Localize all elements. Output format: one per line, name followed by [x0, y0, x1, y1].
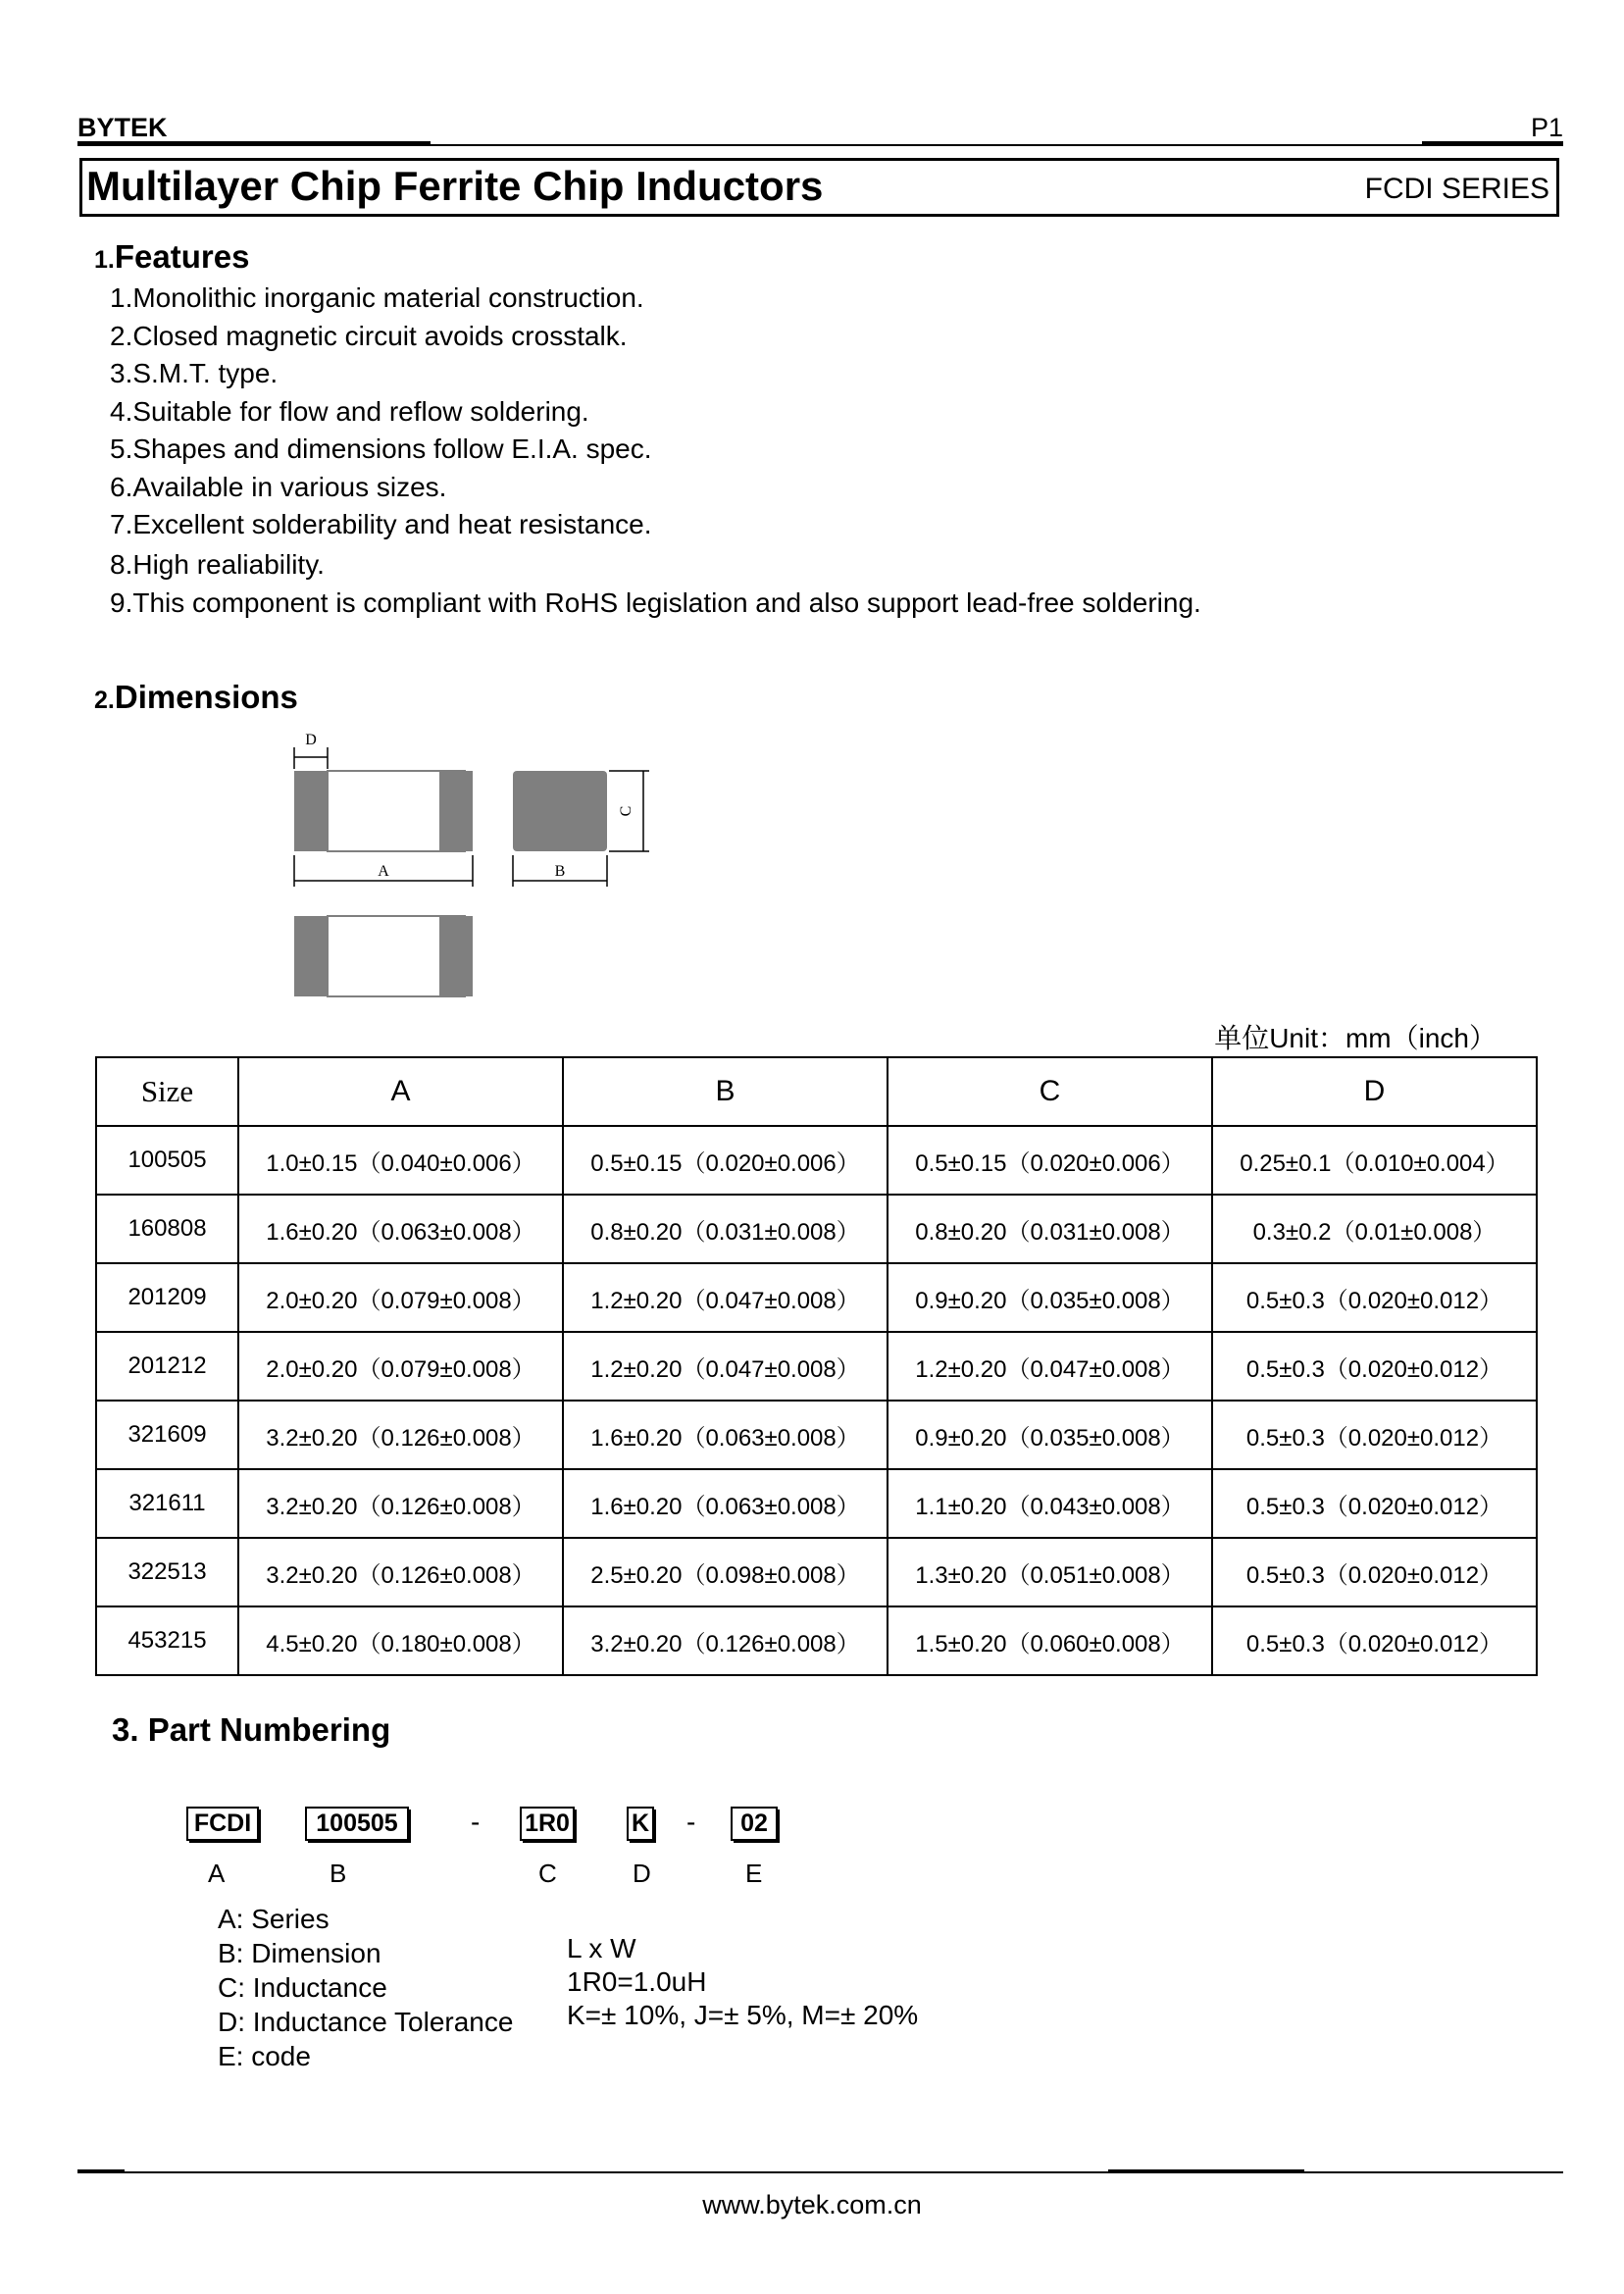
feature-item: 3.S.M.T. type.	[110, 358, 279, 388]
size-cell: 453215	[96, 1606, 238, 1675]
part-code-inductance-box: 1R0	[520, 1807, 575, 1841]
document-title: Multilayer Chip Ferrite Chip Inductors	[86, 163, 824, 209]
table-cell: 2.0±0.20（0.079±0.008）	[238, 1332, 563, 1401]
table-cell: 0.8±0.20（0.031±0.008）	[888, 1195, 1212, 1263]
chip-bottom-view	[294, 916, 473, 996]
size-cell: 201212	[96, 1332, 238, 1401]
table-row	[96, 1263, 1537, 1332]
table-cell: 1.6±0.20（0.063±0.008）	[238, 1195, 563, 1263]
part-code-letter-c: C	[538, 1859, 557, 1888]
dimensions-heading	[94, 679, 298, 716]
feature-item: 6.Available in various sizes.	[110, 471, 447, 502]
table-cell: 0.9±0.20（0.035±0.008）	[888, 1401, 1212, 1469]
table-header-row	[96, 1057, 1537, 1126]
table-row	[96, 1606, 1537, 1675]
definition-dimension: B: Dimension	[218, 1938, 381, 1968]
table-cell: 0.5±0.15（0.020±0.006）	[563, 1126, 888, 1195]
feature-item: 5.Shapes and dimensions follow E.I.A. spec.	[110, 433, 652, 464]
header-rule	[77, 144, 1563, 146]
size-cell: 201209	[96, 1263, 238, 1332]
table-row	[96, 1126, 1537, 1195]
features-heading-text: Features	[114, 238, 250, 275]
column-header: B	[563, 1057, 888, 1126]
table-cell: 1.6±0.20（0.063±0.008）	[563, 1469, 888, 1538]
value-dimension: L x W	[567, 1933, 636, 1963]
part-code-series-box: FCDI	[186, 1807, 259, 1841]
definition-code: E: code	[218, 2041, 311, 2071]
feature-item: 7.Excellent solderability and heat resistance.	[110, 509, 652, 539]
label-a: A	[378, 863, 389, 880]
footer-website: www.bytek.com.cn	[702, 2190, 922, 2219]
chip-top-view	[294, 771, 473, 851]
page-number: P1	[1530, 113, 1563, 142]
table-cell: 3.2±0.20（0.126±0.008）	[238, 1401, 563, 1469]
column-header: A	[238, 1057, 563, 1126]
value-inductance: 1R0=1.0uH	[567, 1966, 707, 1997]
feature-item: 1.Monolithic inorganic material construction.	[110, 282, 644, 313]
table-cell: 1.2±0.20（0.047±0.008）	[563, 1332, 888, 1401]
table-cell: 0.5±0.3（0.020±0.012）	[1212, 1606, 1537, 1675]
part-code-dimension-box: 100505	[305, 1807, 409, 1841]
dimension-d-marker	[294, 747, 328, 769]
column-header: C	[888, 1057, 1212, 1126]
table-cell: 0.5±0.3（0.020±0.012）	[1212, 1401, 1537, 1469]
series-label: FCDI SERIES	[1364, 173, 1549, 205]
features-heading-number: 1.	[94, 246, 115, 274]
label-d: D	[305, 732, 317, 748]
definition-inductance: C: Inductance	[218, 1972, 387, 2003]
table-cell: 1.2±0.20（0.047±0.008）	[563, 1263, 888, 1332]
column-header: Size	[96, 1057, 238, 1126]
table-cell: 2.0±0.20（0.079±0.008）	[238, 1263, 563, 1332]
part-code-letter-d: D	[633, 1859, 651, 1888]
part-numbering-heading: 3. Part Numbering	[112, 1711, 391, 1748]
size-cell: 160808	[96, 1195, 238, 1263]
header-rule-accent	[1422, 141, 1563, 144]
table-cell: 0.3±0.2（0.01±0.008）	[1212, 1195, 1537, 1263]
table-row	[96, 1332, 1537, 1401]
table-cell: 0.5±0.3（0.020±0.012）	[1212, 1538, 1537, 1606]
size-cell: 321609	[96, 1401, 238, 1469]
column-header: D	[1212, 1057, 1537, 1126]
part-code-letter-a: A	[208, 1859, 226, 1888]
table-cell: 1.1±0.20（0.043±0.008）	[888, 1469, 1212, 1538]
part-code-definitions	[218, 1902, 513, 2073]
dimension-drawing	[284, 726, 677, 1000]
table-cell: 0.25±0.1（0.010±0.004）	[1212, 1126, 1537, 1195]
table-row	[96, 1469, 1537, 1538]
table-cell: 2.5±0.20（0.098±0.008）	[563, 1538, 888, 1606]
table-row	[96, 1401, 1537, 1469]
feature-item: 9.This component is compliant with RoHS legislation and also support lead-free soldering.	[110, 586, 1201, 618]
table-cell: 1.0±0.15（0.040±0.006）	[238, 1126, 563, 1195]
part-code-separator: -	[686, 1807, 696, 1837]
dimensions-heading-text: Dimensions	[114, 679, 298, 715]
feature-item: 4.Suitable for flow and reflow soldering.	[110, 395, 589, 427]
feature-item: 2.Closed magnetic circuit avoids crosstalk.	[110, 320, 628, 351]
part-code-separator: -	[471, 1807, 481, 1837]
table-cell: 0.5±0.15（0.020±0.006）	[888, 1126, 1212, 1195]
footer-rule-accent	[77, 2169, 125, 2172]
size-cell: 322513	[96, 1538, 238, 1606]
size-cell: 321611	[96, 1469, 238, 1538]
features-heading	[94, 238, 249, 276]
dimensions-table	[95, 1056, 1538, 1676]
label-b: B	[554, 863, 566, 880]
table-row	[96, 1538, 1537, 1606]
part-code-letter-b: B	[330, 1859, 347, 1888]
part-code-tolerance-box: K	[627, 1807, 654, 1841]
table-cell: 1.5±0.20（0.060±0.008）	[888, 1606, 1212, 1675]
table-cell: 3.2±0.20（0.126±0.008）	[563, 1606, 888, 1675]
footer-rule-accent	[1108, 2169, 1304, 2172]
header-rule-accent	[77, 141, 431, 144]
value-tolerance: K=± 10%, J=± 5%, M=± 20%	[567, 2000, 919, 2030]
chip-end-view	[513, 771, 607, 851]
table-cell: 0.8±0.20（0.031±0.008）	[563, 1195, 888, 1263]
table-cell: 0.5±0.3（0.020±0.012）	[1212, 1263, 1537, 1332]
definition-series: A: Series	[218, 1904, 330, 1934]
part-code-code-box: 02	[731, 1807, 778, 1841]
table-cell: 4.5±0.20（0.180±0.008）	[238, 1606, 563, 1675]
table-cell: 0.5±0.3（0.020±0.012）	[1212, 1332, 1537, 1401]
table-cell: 0.5±0.3（0.020±0.012）	[1212, 1469, 1537, 1538]
footer-rule	[77, 2171, 1563, 2173]
table-cell: 1.3±0.20（0.051±0.008）	[888, 1538, 1212, 1606]
definition-tolerance: D: Inductance Tolerance	[218, 2007, 514, 2037]
dimensions-heading-number: 2.	[94, 687, 115, 714]
table-cell: 3.2±0.20（0.126±0.008）	[238, 1469, 563, 1538]
table-cell: 1.6±0.20（0.063±0.008）	[563, 1401, 888, 1469]
part-code-values	[567, 1932, 918, 2032]
table-cell: 3.2±0.20（0.126±0.008）	[238, 1538, 563, 1606]
features-list	[110, 280, 1201, 622]
part-code-letter-e: E	[745, 1859, 763, 1888]
brand-name: BYTEK	[77, 113, 168, 142]
table-row	[96, 1195, 1537, 1263]
label-c: C	[618, 805, 634, 817]
size-cell: 100505	[96, 1126, 238, 1195]
table-cell: 0.9±0.20（0.035±0.008）	[888, 1263, 1212, 1332]
feature-item: 8.High realiability.	[110, 548, 325, 580]
table-cell: 1.2±0.20（0.047±0.008）	[888, 1332, 1212, 1401]
unit-label: 单位Unit：mm（inch）	[1214, 1023, 1497, 1053]
